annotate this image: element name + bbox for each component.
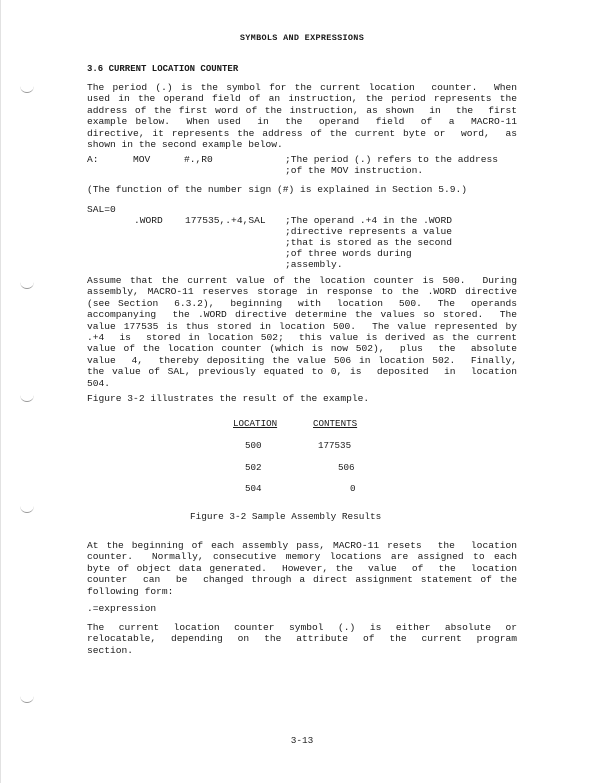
code-comment: ;assembly. <box>285 259 343 270</box>
text-line: (see Section 6.3.2), beginning with location 500. The operands <box>87 297 517 309</box>
text-line: relocatable, depending on the attribute of the current program <box>87 633 517 645</box>
code-directive: .WORD <box>134 215 163 226</box>
text-line: counter. Normally, consecutive memory locations are assigned to each <box>87 551 517 563</box>
code-comment: ;of the MOV instruction. <box>285 165 424 176</box>
figure-caption: Figure 3-2 Sample Assembly Results <box>190 511 382 522</box>
text-line: value 4, thereby depositing the value 506 in location 502. Finally, <box>87 354 517 366</box>
paragraph-intro <box>87 82 517 150</box>
code-comment: ;directive represents a value <box>285 226 452 237</box>
table-cell-location: 504 <box>245 483 262 494</box>
code-operands: #.,R0 <box>184 154 213 165</box>
text-line: accompanying the .WORD directive determine the values so stored. The <box>87 309 517 321</box>
column-header-contents: CONTENTS <box>313 418 358 429</box>
table-cell-location: 502 <box>245 462 262 473</box>
page-number: 3-13 <box>290 735 314 746</box>
running-header: SYMBOLS AND EXPRESSIONS <box>239 33 365 43</box>
binder-hole-mark <box>20 395 34 402</box>
code-operands: 177535,.+4,SAL <box>185 215 266 226</box>
code-comment: ;of three words during <box>285 248 412 259</box>
page-edge <box>0 0 1 783</box>
column-header-location: LOCATION <box>233 418 278 429</box>
binder-hole-mark <box>20 282 34 289</box>
table-cell-contents: 0 <box>350 483 356 494</box>
table-cell-contents: 177535 <box>318 440 352 451</box>
text-line: The current location counter symbol (.) is either absolute or <box>87 622 517 633</box>
code-label: A: <box>87 154 99 165</box>
binder-hole-mark <box>20 86 34 93</box>
section-title: 3.6 CURRENT LOCATION COUNTER <box>87 64 239 74</box>
code-comment: ;that is stored as the second <box>285 237 452 248</box>
paragraph-relocatable <box>87 622 517 656</box>
text-line: byte of object data generated. However, the value of the location <box>87 562 517 574</box>
text-line: The period (.) is the symbol for the current location counter. When <box>87 82 517 93</box>
text-line: assembly, MACRO-11 reserves storage in response to the .WORD directive <box>87 286 517 298</box>
table-cell-contents: 506 <box>338 462 355 473</box>
text-line: address of the first word of the instruction, as shown in the first <box>87 104 517 116</box>
binder-hole-mark <box>20 696 34 703</box>
text-line: value of the location counter (which is now 502), plus the absolute <box>87 343 517 355</box>
figure-reference-text: Figure 3-2 illustrates the result of the example. <box>87 393 370 404</box>
code-comment: ;The operand .+4 in the .WORD <box>285 215 452 226</box>
text-line: the value of SAL, previously equated to 0, is deposited in location <box>87 366 517 378</box>
paragraph-explanation <box>87 275 517 389</box>
text-line: example below. When used in the operand field of a MACRO-11 <box>87 116 517 128</box>
text-line: Assume that the current value of the location counter is 500. During <box>87 275 517 286</box>
assignment-form: .=expression <box>87 603 157 614</box>
text-line: directive, it represents the address of the current byte or word, as <box>87 127 517 139</box>
text-line: .+4 is stored in location 502; this value is derived as the current <box>87 332 517 344</box>
text-line: value 177535 is thus stored in location 500. The value represented by <box>87 320 517 332</box>
text-line: shown in the second example below. <box>87 139 283 151</box>
text-line: 504. <box>87 377 111 389</box>
text-line: section. <box>87 644 134 656</box>
text-line: following form: <box>87 585 174 597</box>
binder-hole-mark <box>20 506 34 513</box>
code-mnemonic: MOV <box>133 154 151 165</box>
code-assignment: SAL=0 <box>87 204 116 215</box>
text-line: counter can be changed through a direct assignment statement of the <box>87 574 517 586</box>
text-line: used in the operand field of an instruction, the period represents the <box>87 93 517 105</box>
paragraph-reset <box>87 540 517 597</box>
text-line: At the beginning of each assembly pass, MACRO-11 resets the location <box>87 540 517 551</box>
table-cell-location: 500 <box>245 440 262 451</box>
code-comment: ;The period (.) refers to the address <box>285 154 499 165</box>
note-text: (The function of the number sign (#) is explained in Section 5.9.) <box>87 184 467 195</box>
